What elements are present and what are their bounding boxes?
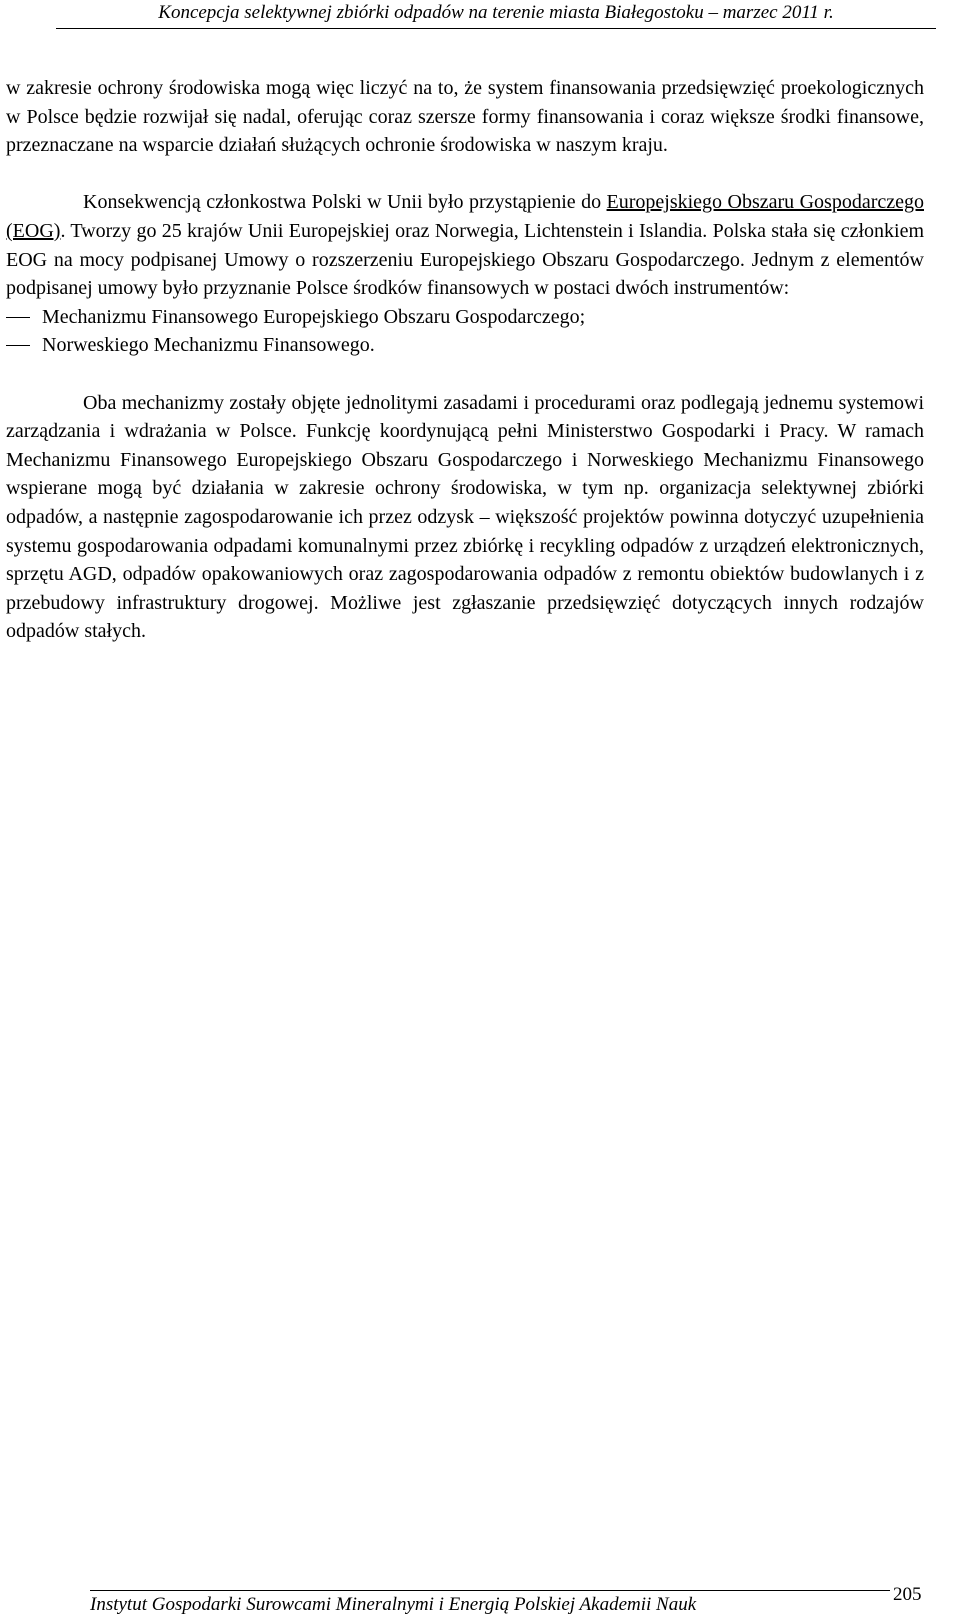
eog-underlined-term: Europejskiego Obszaru Gospodarczego (EOG) — [6, 191, 924, 242]
list-item-text: Mechanizmu Finansowego Europejskiego Obszaru Gospodarczego; — [42, 305, 586, 328]
paragraph-mechanisms: Oba mechanizmy zostały objęte jednolitymi zasadami i procedurami oraz podlegają jednemu systemowi zarządzania i wdrażania w Polsce. Funkcję koordynującą pełni Ministerstwo Gospodarki i Pracy. W ramach Mechanizmu Finansowego Europejskiego Obszaru Gospodarczego i Norweskiego Mechanizmu Finansowego wspierane mogą być działania w zakresie ochrony środowiska, w tym np. organizacja selektywnej zbiórki odpadów, a następnie zagospodarowanie ich przez odzysk – większość projektów powinna dotyczyć uzupełnienia systemu gospodarowania odpadami komunalnymi przez zbiórkę i recykling odpadów z urządzeń elektronicznych, sprzętu AGD, odpadów opakowaniowych oraz zagospodarowania odpadów z remontu obiektów budowlanych i z przebudowy infrastruktury drogowej. Możliwe jest zgłaszanie przedsięwzięć dotyczących innych rodzajów odpadów stałych. — [6, 391, 924, 643]
list-item-text: Norweskiego Mechanizmu Finansowego. — [42, 334, 375, 357]
paragraph-eog-membership — [6, 188, 924, 302]
dash-bullet-icon — [6, 317, 30, 318]
document-body — [6, 74, 924, 646]
footer-divider — [90, 1590, 890, 1591]
paragraph-funding-outlook: w zakresie ochrony środowiska mogą więc liczyć na to, że system finansowania przedsięwzięć proekologicznych w Polsce będzie rozwijał się nadal, oferując coraz szersze formy finansowania i coraz większe środki finansowe, przeznaczane na wsparcie działań służących ochronie środowiska w naszym kraju. — [6, 77, 924, 157]
list-item — [6, 303, 924, 332]
list-item — [6, 331, 924, 360]
page-number: 205 — [893, 1584, 922, 1605]
running-header: Koncepcja selektywnej zbiórki odpadów na terenie miasta Białegostoku – marzec 2011 r. — [56, 0, 936, 29]
instrument-list — [6, 303, 924, 360]
paragraph-eog-lead: Konsekwencją członkostwa Polski w Unii było przystąpienie do — [83, 191, 607, 214]
paragraph-spacer — [6, 360, 924, 389]
dash-bullet-icon — [6, 345, 30, 346]
paragraph-eog-rest: . Tworzy go 25 krajów Unii Europejskiej oraz Norwegia, Lichtenstein i Islandia. Polska stała się członkiem EOG na mocy podpisanej Umowy o rozszerzeniu Europejskiego Obszaru Gospodarczego. Jednym z elementów podpisanej umowy było przyznanie Polsce środków finansowych w postaci dwóch instrumentów: — [6, 219, 924, 300]
footer-institute: Instytut Gospodarki Surowcami Mineralnymi i Energią Polskiej Akademii Nauk — [90, 1594, 697, 1615]
paragraph-spacer — [6, 160, 924, 189]
